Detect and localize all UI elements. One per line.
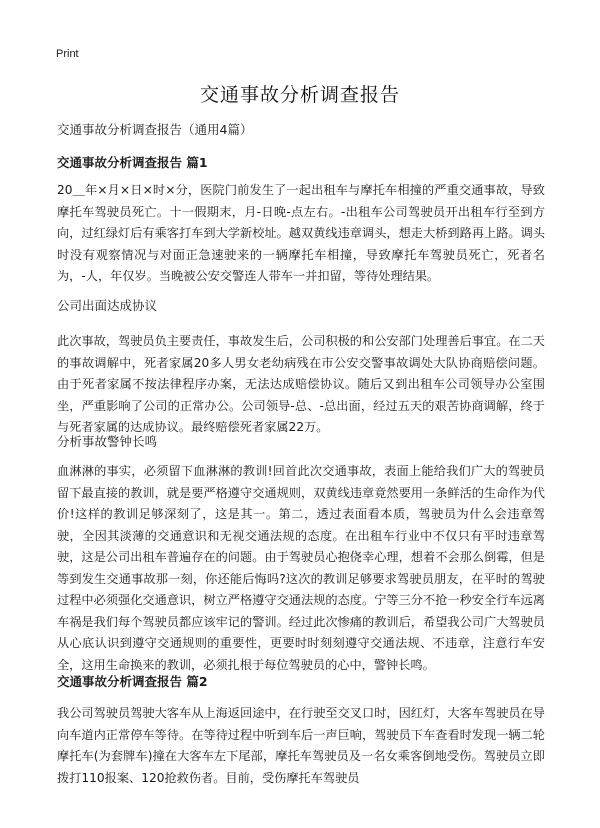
section-agreement: 公司出面达成协议 xyxy=(57,298,158,313)
document-subtitle: 交通事故分析调查报告（通用4篇） xyxy=(57,122,253,137)
document-title: 交通事故分析调查报告 xyxy=(199,84,400,106)
section-analysis: 分析事故警钟长鸣 xyxy=(57,434,158,449)
print-label: Print xyxy=(56,48,79,60)
heading-part-2: 交通事故分析调查报告 篇2 xyxy=(57,674,208,689)
paragraph-agreement: 此次事故，驾驶员负主要责任，事故发生后，公司积极的和公安部门处理善后事宜。在二天的事故调解中，死者家属20多人男女老幼病残在市公安交警事故调处大队协商赔偿问题。由于死者家属不按法律程序办案，无法达成赔偿协议。随后又到出租车公司领导办公室围坐，严重影响了公司的正常办公。公司领导-总、-总出面，经过五天的艰苦协商调解，终于与死者家属的达成协议。最终赔偿死者家属22万。 xyxy=(57,334,545,434)
paragraph-accident-description: 20＿年×月×日×时×分，医院门前发生了一起出租车与摩托车相撞的严重交通事故，导致摩托车驾驶员死亡。十一假期末，月-日晚-点左右。-出租车公司驾驶员开出租车行至到方向，过红绿灯后有乘客打车到大学新校址。越双黄线违章调头，想走大桥到路再上路。调头时没有观察情况与对面正急速驶来的一辆摩托车相撞，导致摩托车驾驶员死亡，死者名为，-人，年仅岁。当晚被公安交警连人带车一并扣留，等待处理结果。 xyxy=(57,183,545,283)
paragraph-bus-accident: 我公司驾驶员驾驶大客车从上海返回途中，在行驶至交叉口时，因红灯，大客车驾驶员在导向车道内正常停车等待。在等待过程中听到车后一声巨响，驾驶员下车查看时发现一辆二轮摩托车(为套牌车)撞在大客车左下尾部，摩托车驾驶员及一名女乘客倒地受伤。驾驶员立即拨打110报案、120抢救伤者。目前，受伤摩托车驾驶员 xyxy=(57,706,545,785)
heading-part-1: 交通事故分析调查报告 篇1 xyxy=(57,155,208,170)
paragraph-analysis: 血淋淋的事实，必须留下血淋淋的教训!回首此次交通事故，表面上能给我们广大的驾驶员留下最直接的教训，就是要严格遵守交通规则，双黄线违章竟然要用一条鲜活的生命作为代价!这样的教训足够深刻了，这是其一。第二，透过表面看本质，驾驶员为什么会违章驾驶，全因其淡薄的交通意识和无视交通法规的态度。在出租车行业中不仅只有平时违章驾驶，这是公司出租车普遍存在的问题。由于驾驶员心抱侥幸心理，想着不会那么倒霉，但是等到发生交通事故那一刻，你还能后悔吗?这次的教训足够要求驾驶员朋友，在平时的驾驶过程中必须强化交通意识，树立严格遵守交通法规的态度。宁等三分不抢一秒安全行车远离车祸是我们每个驾驶员都应该牢记的警训。经过此次惨痛的教训后，希望我公司广大驾驶员从心底认识到遵守交通规则的重要性，更要时时刻刻遵守交通法规、不违章，注意行车安全，这用生命换来的教训，必须扎根于每位驾驶员的心中，警钟长鸣。 xyxy=(57,464,545,672)
